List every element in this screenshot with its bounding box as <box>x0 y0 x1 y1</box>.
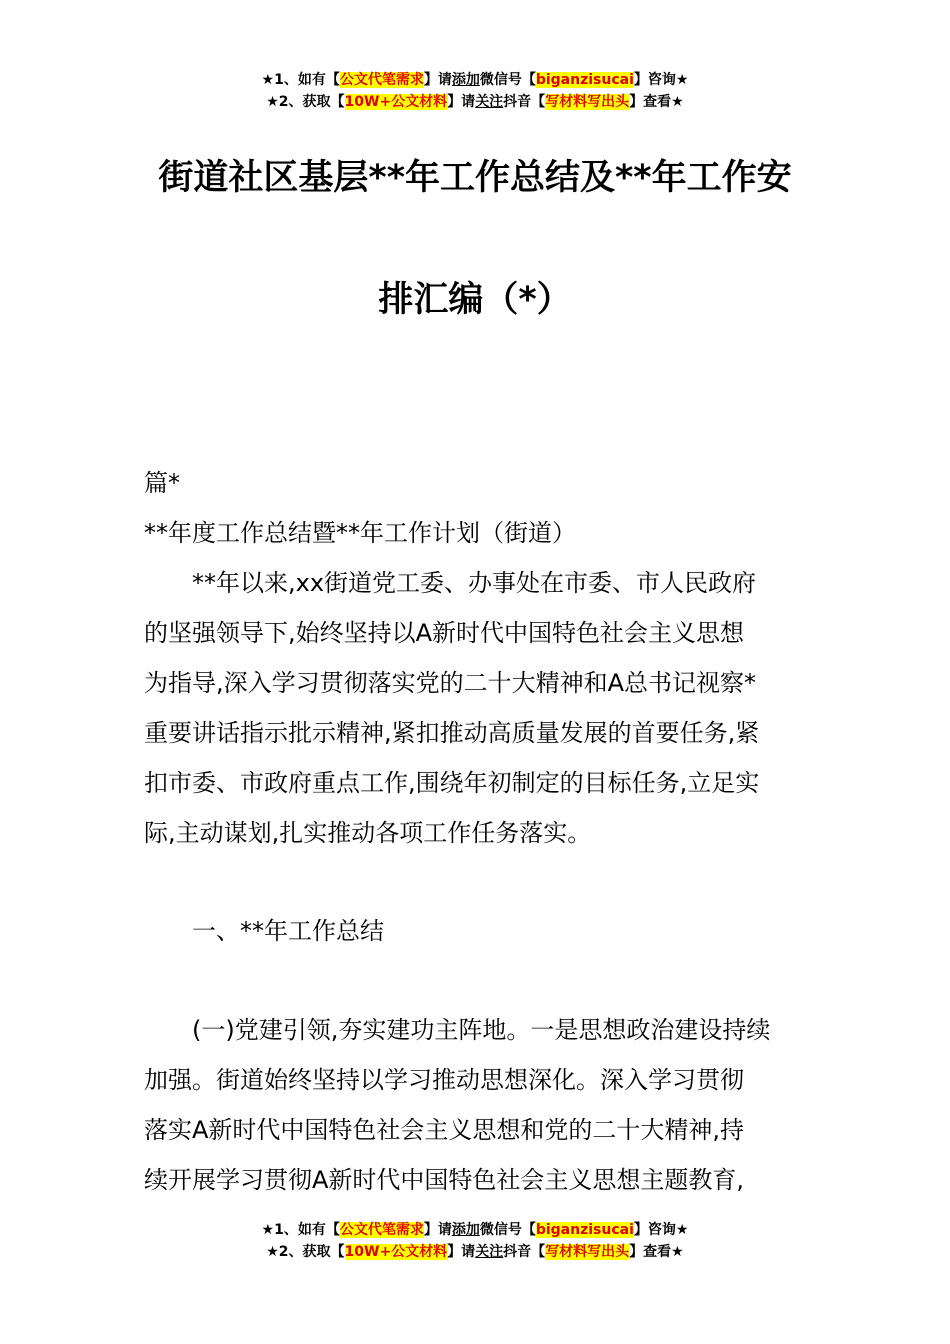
promo-text: 】咨询★ <box>633 1222 689 1238</box>
document-title-line-1: 街道社区基层**年工作总结及**年工作安 <box>158 158 792 198</box>
promo-wechat-id: biganzisucai <box>535 1222 634 1238</box>
promo-banner-bottom <box>0 1219 950 1263</box>
text-line: 扣市委、市政府重点工作,围绕年初制定的目标任务,立足实 <box>144 769 760 797</box>
paragraph-party-building <box>144 1005 812 1205</box>
promo-text: 微信号【 <box>479 72 536 88</box>
promo-text: 】查看★ <box>629 94 684 110</box>
promo-underlined: 关注 <box>475 94 504 110</box>
paragraph-intro <box>144 558 812 858</box>
text-line: 为指导,深入学习贯彻落实党的二十大精神和A总书记视察* <box>144 669 757 697</box>
promo-underlined: 关注 <box>475 1244 504 1260</box>
promo-highlight: 10W+公文材料 <box>344 1244 448 1260</box>
text-line: 重要讲话指示批示精神,紧扣推动高质量发展的首要任务,紧 <box>144 719 760 747</box>
promo-text: ★2、获取【 <box>266 1244 345 1260</box>
text-line: 落实A新时代中国特色社会主义思想和党的二十大精神,持 <box>144 1116 745 1144</box>
promo-text: 】查看★ <box>629 1244 684 1260</box>
promo-text: ★1、如有【 <box>261 72 340 88</box>
promo-highlight: 公文代笔需求 <box>339 72 424 88</box>
promo-text: 抖音【 <box>503 1244 546 1260</box>
text-line: 的坚强领导下,始终坚持以A新时代中国特色社会主义思想 <box>144 619 745 647</box>
promo-banner-top <box>0 69 950 113</box>
promo-text: 】请 <box>447 1244 476 1260</box>
promo-line-1 <box>0 1219 950 1241</box>
promo-line-2 <box>0 1241 950 1263</box>
promo-douyin-id: 写材料写出头 <box>545 1244 630 1260</box>
document-title-line-2: 排汇编（*） <box>378 280 572 320</box>
promo-highlight: 10W+公文材料 <box>344 94 448 110</box>
text-line: (一)党建引领,夯实建功主阵地。一是思想政治建设持续 <box>192 1016 771 1044</box>
section-label: 篇* <box>144 469 180 497</box>
promo-text: ★1、如有【 <box>261 1222 340 1238</box>
promo-line-2 <box>0 91 950 113</box>
promo-wechat-id: biganzisucai <box>535 72 634 88</box>
promo-text: 】咨询★ <box>633 72 689 88</box>
promo-text: 抖音【 <box>503 94 546 110</box>
section-heading: 一、**年工作总结 <box>192 917 384 945</box>
promo-highlight: 公文代笔需求 <box>339 1222 424 1238</box>
text-line: **年以来,xx街道党工委、办事处在市委、市人民政府 <box>144 569 757 597</box>
text-line: 际,主动谋划,扎实推动各项工作任务落实。 <box>144 819 592 847</box>
promo-text: 微信号【 <box>479 1222 536 1238</box>
promo-text: 】请 <box>423 1222 452 1238</box>
text-line: 续开展学习贯彻A新时代中国特色社会主义思想主题教育, <box>144 1166 745 1194</box>
text-line: 加强。街道始终坚持以学习推动思想深化。深入学习贯彻 <box>144 1066 744 1094</box>
promo-underlined: 添加 <box>451 1222 480 1238</box>
promo-text: ★2、获取【 <box>266 94 345 110</box>
subtitle: **年度工作总结暨**年工作计划（街道） <box>144 519 576 547</box>
promo-line-1 <box>0 69 950 91</box>
promo-underlined: 添加 <box>451 72 480 88</box>
promo-text: 】请 <box>423 72 452 88</box>
promo-douyin-id: 写材料写出头 <box>545 94 630 110</box>
promo-text: 】请 <box>447 94 476 110</box>
